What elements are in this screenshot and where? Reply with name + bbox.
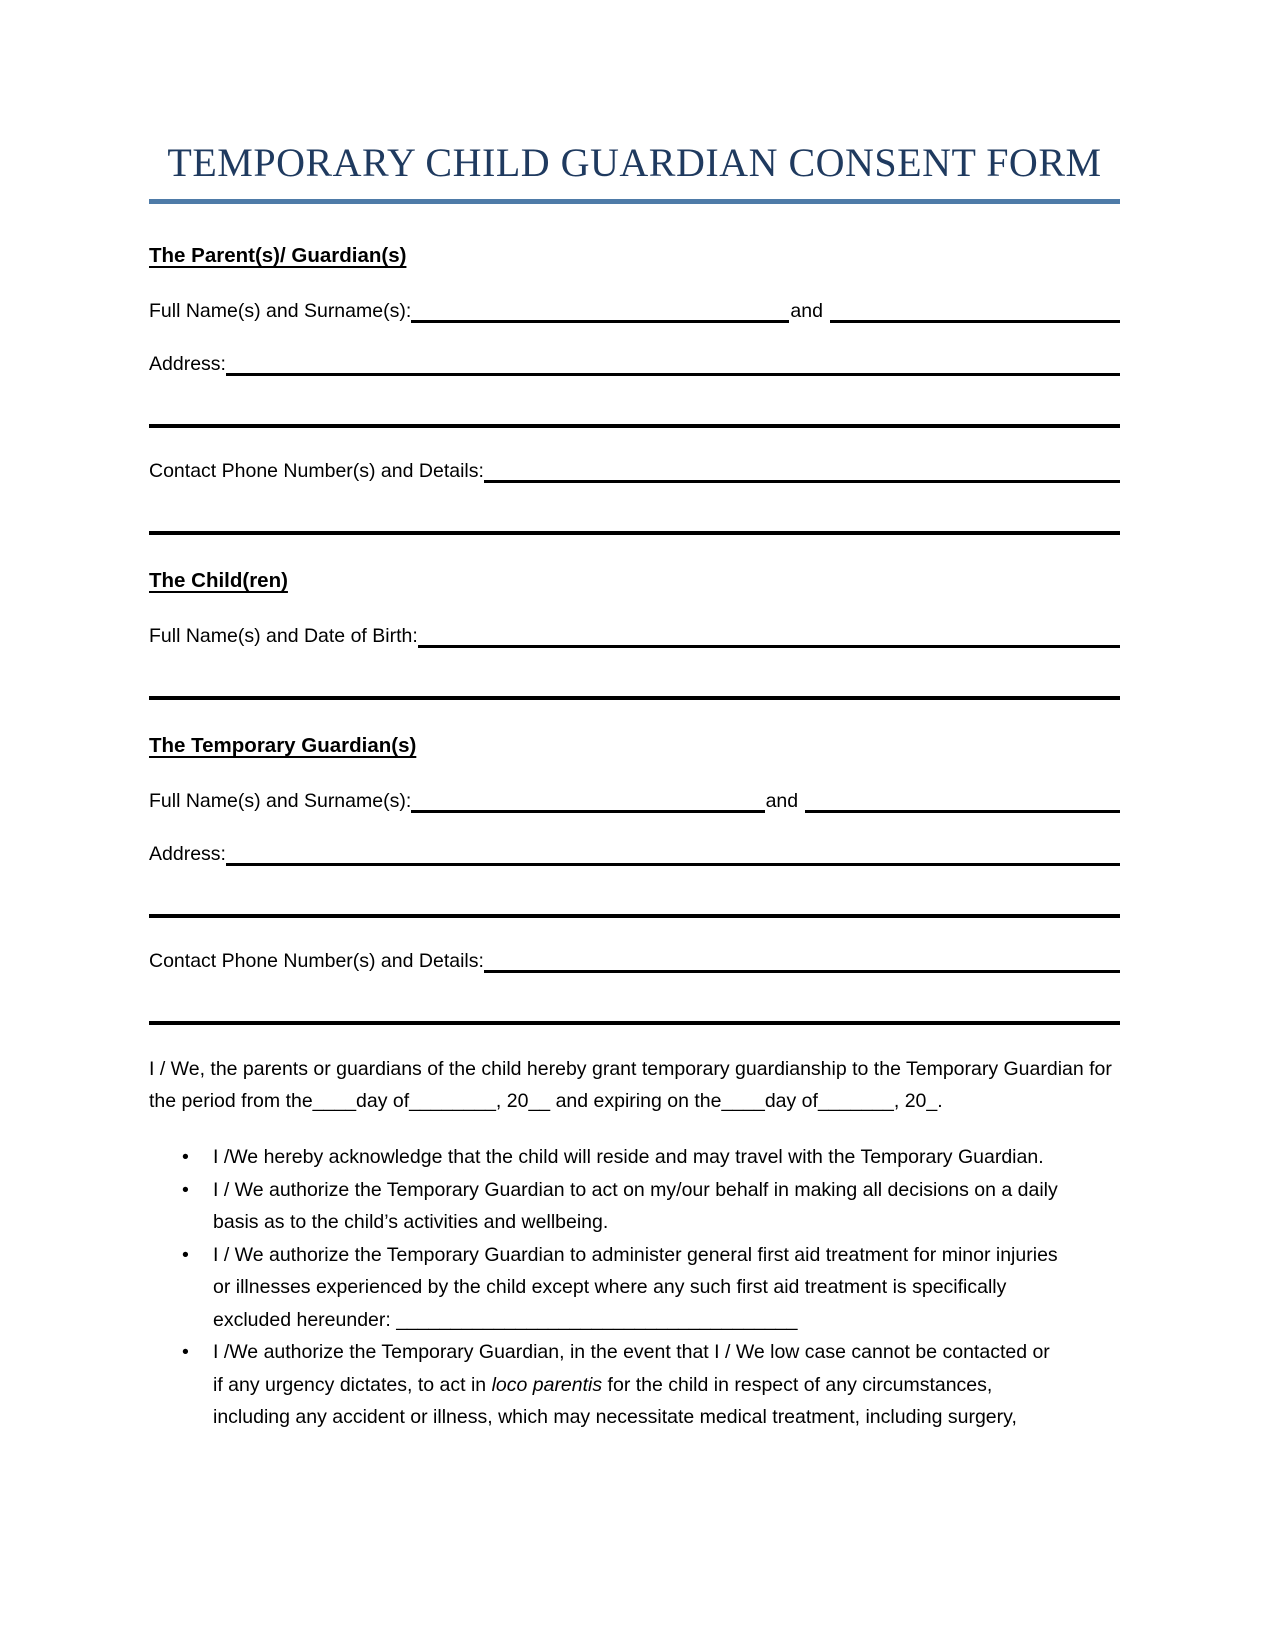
guardians-contact-row [149, 950, 1120, 973]
title-rule [149, 199, 1120, 204]
guardians-contact-continuation-field[interactable] [149, 1021, 1120, 1025]
parents-contact-continuation-field[interactable] [149, 531, 1120, 535]
bullet-reside-travel [149, 1141, 1062, 1174]
parents-address-field[interactable] [226, 353, 1120, 376]
child-full-name-row [149, 625, 1120, 648]
guardians-contact-field[interactable] [484, 950, 1120, 973]
bullet-first-aid-text: I / We authorize the Temporary Guardian to administer general first aid treatment for minor injuries or illnesses experienced by the child except where any such first aid treatment is specifically excluded hereunder: _____________________________________ [213, 1243, 1058, 1331]
parents-contact-row [149, 460, 1120, 483]
guardians-full-name-row [149, 790, 1120, 813]
bullet-loco-parentis [149, 1336, 1062, 1434]
child-full-name-label: Full Name(s) and Date of Birth: [149, 625, 418, 647]
guardians-heading: The Temporary Guardian(s) [149, 734, 417, 757]
bullet-loco-parentis-post: for the child in respect of any circumstances, including any accident or illness, which may necessitate medical treatment, including surgery, [213, 1373, 1017, 1428]
guardians-and-label: and [765, 790, 799, 812]
parents-full-name-field-1[interactable] [411, 300, 789, 323]
guardians-full-name-label: Full Name(s) and Surname(s): [149, 790, 412, 812]
parents-full-name-row [149, 300, 1120, 323]
section-child [149, 569, 1120, 700]
guardians-address-row [149, 843, 1120, 866]
bullet-daily-decisions [149, 1174, 1062, 1239]
parents-address-row [149, 353, 1120, 376]
parents-full-name-field-2[interactable] [830, 300, 1120, 323]
grant-clause-paragraph: I / We, the parents or guardians of the child hereby grant temporary guardianship to the Temporary Guardian for the period from the____day of________, 20__ and expiring on the____day of_______, 20_. [149, 1058, 1112, 1112]
parents-full-name-label: Full Name(s) and Surname(s): [149, 300, 412, 322]
bullet-loco-parentis-italic: loco parentis [491, 1373, 603, 1396]
consent-bullet-list [149, 1141, 1120, 1434]
guardians-address-field[interactable] [226, 843, 1120, 866]
parents-address-continuation-field[interactable] [149, 424, 1120, 428]
bullet-first-aid [149, 1239, 1062, 1337]
parents-contact-field[interactable] [484, 460, 1120, 483]
bullet-loco-parentis-pre: I /We authorize the Temporary Guardian, in the event that I / We low case cannot be contacted or if any urgency dictates, to act in [213, 1341, 1050, 1396]
guardians-address-label: Address: [149, 843, 226, 865]
section-parents [149, 244, 1120, 535]
bullet-reside-travel-text: I /We hereby acknowledge that the child will reside and may travel with the Temporary Guardian. [213, 1146, 1044, 1168]
guardians-full-name-field-1[interactable] [411, 790, 764, 813]
parents-address-label: Address: [149, 353, 226, 375]
section-temporary-guardians [149, 734, 1120, 1025]
parents-and-label: and [790, 300, 823, 322]
guardians-address-continuation-field[interactable] [149, 914, 1120, 918]
child-heading: The Child(ren) [149, 569, 288, 592]
child-full-name-field[interactable] [418, 625, 1120, 648]
bullet-daily-decisions-text: I / We authorize the Temporary Guardian to act on my/our behalf in making all decisions on a daily basis as to the child’s activities and wellbeing. [213, 1178, 1058, 1233]
guardians-full-name-field-2[interactable] [805, 790, 1120, 813]
page-title: TEMPORARY CHILD GUARDIAN CONSENT FORM [167, 140, 1102, 185]
guardians-contact-label: Contact Phone Number(s) and Details: [149, 950, 484, 972]
parents-contact-label: Contact Phone Number(s) and Details: [149, 460, 484, 482]
parents-heading: The Parent(s)/ Guardian(s) [149, 244, 407, 267]
child-full-name-continuation-field[interactable] [149, 696, 1120, 700]
